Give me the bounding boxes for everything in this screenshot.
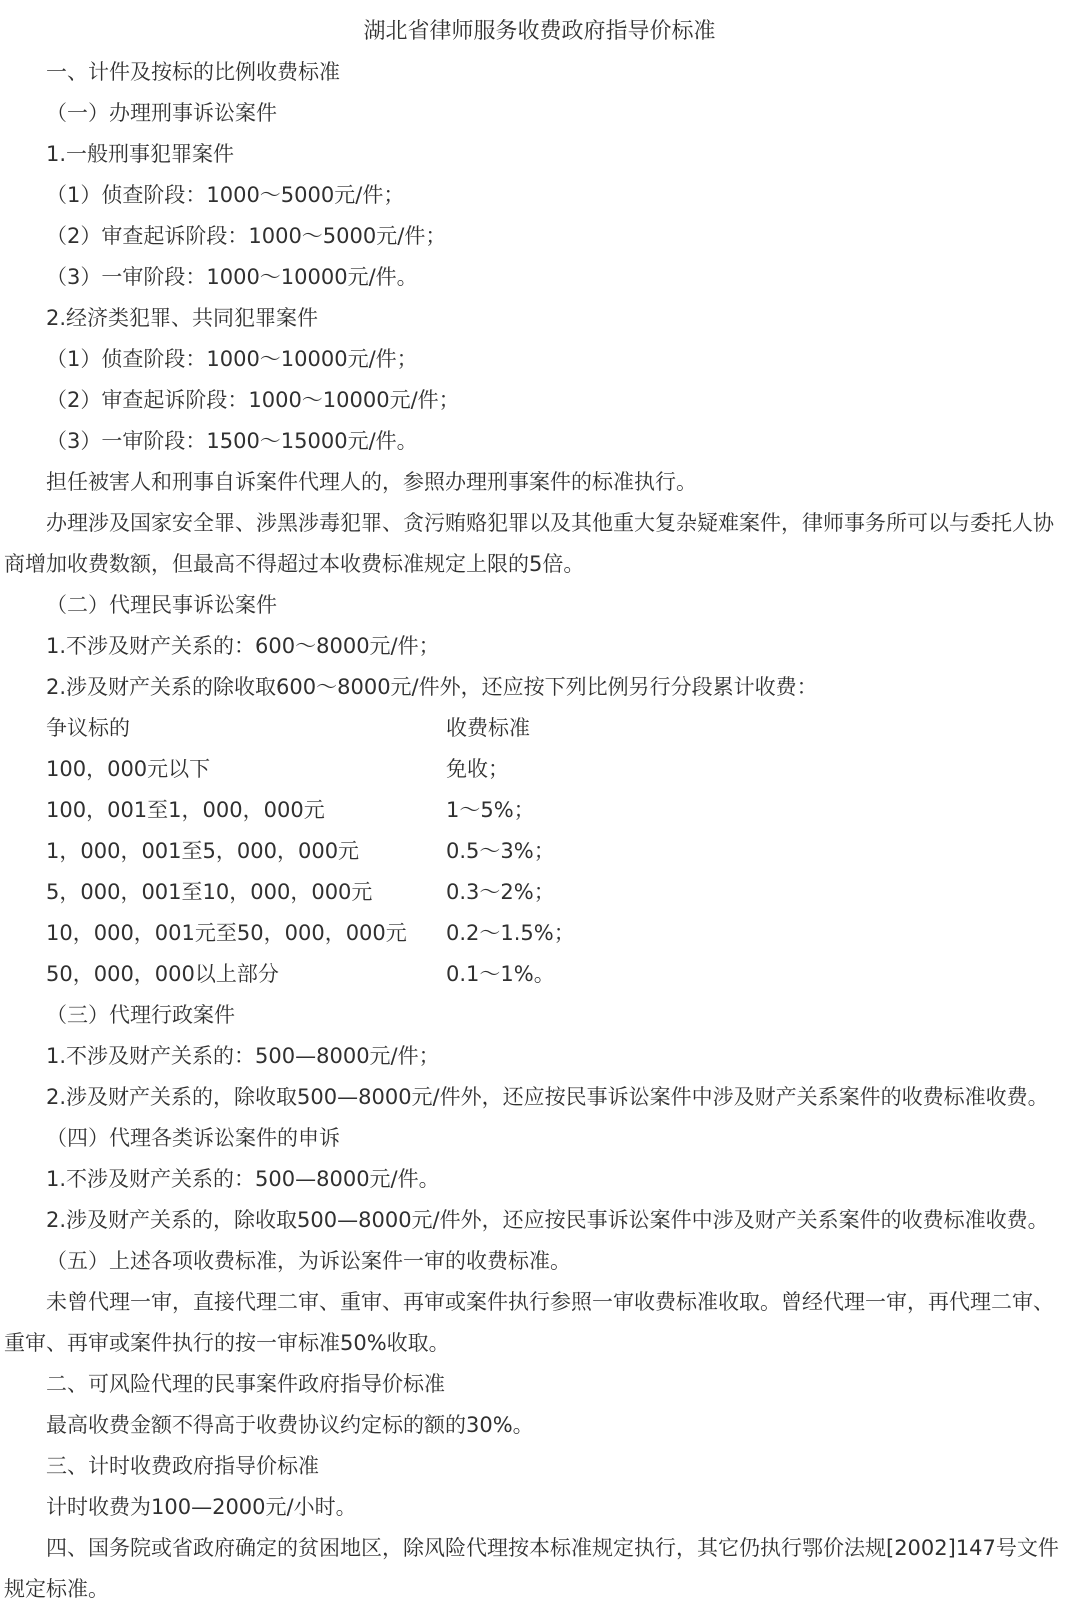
fee-table-row — [4, 749, 1075, 790]
fee-table-header-rate: 收费标准 — [446, 716, 530, 740]
fee-table-row — [4, 872, 1075, 913]
document-line: （五）上述各项收费标准，为诉讼案件一审的收费标准。 — [46, 1249, 571, 1273]
document-line: （1）侦查阶段：1000～5000元/件； — [46, 183, 405, 207]
document-line: 最高收费金额不得高于收费协议约定标的额的30%。 — [46, 1413, 534, 1437]
document-line: 办理涉及国家安全罪、涉黑涉毒犯罪、贪污贿赂犯罪以及其他重大复杂疑难案件，律师事务所可以与委托人协 — [46, 511, 1054, 535]
document-line: （二）代理民事诉讼案件 — [46, 593, 277, 617]
document-line: （2）审查起诉阶段：1000～10000元/件； — [46, 388, 460, 412]
fee-table-row — [4, 790, 1075, 831]
document-line: 二、可风险代理的民事案件政府指导价标准 — [46, 1372, 445, 1396]
document-line: 担任被害人和刑事自诉案件代理人的，参照办理刑事案件的标准执行。 — [46, 470, 697, 494]
fee-table-cell-rate: 0.1～1%。 — [446, 962, 555, 986]
document-line: （1）侦查阶段：1000～10000元/件； — [46, 347, 418, 371]
document-line: （3）一审阶段：1000～10000元/件。 — [46, 265, 418, 289]
document-line: （3）一审阶段：1500～15000元/件。 — [46, 429, 418, 453]
document-line-continuation: 规定标准。 — [4, 1577, 109, 1601]
document-line: 四、国务院或省政府确定的贫困地区，除风险代理按本标准规定执行，其它仍执行鄂价法规[2002]147号文件 — [46, 1536, 1059, 1560]
document-line: 三、计时收费政府指导价标准 — [46, 1454, 319, 1478]
fee-table-header-subject: 争议标的 — [46, 716, 130, 740]
document-line: （2）审查起诉阶段：1000～5000元/件； — [46, 224, 447, 248]
fee-table-cell-rate: 0.3～2%； — [446, 880, 555, 904]
fee-table — [4, 708, 1075, 995]
document-line: 2.经济类犯罪、共同犯罪案件 — [46, 306, 319, 330]
fee-table-row — [4, 831, 1075, 872]
fee-table-cell-subject: 10，000，001元至50，000，000元 — [46, 921, 407, 945]
document-line: （四）代理各类诉讼案件的申诉 — [46, 1126, 340, 1150]
document-line: 1.不涉及财产关系的：500—8000元/件。 — [46, 1167, 440, 1191]
document-line-continuation: 重审、再审或案件执行的按一审标准50%收取。 — [4, 1331, 450, 1355]
document-line: （一）办理刑事诉讼案件 — [46, 101, 277, 125]
fee-table-cell-rate: 免收； — [446, 757, 509, 781]
document-line: 2.涉及财产关系的，除收取500—8000元/件外，还应按民事诉讼案件中涉及财产关系案件的收费标准收费。 — [46, 1208, 1049, 1232]
fee-table-cell-rate: 0.5～3%； — [446, 839, 555, 863]
fee-table-cell-subject: 50，000，000以上部分 — [46, 962, 279, 986]
fee-table-cell-rate: 0.2～1.5%； — [446, 921, 575, 945]
document-line: 计时收费为100—2000元/小时。 — [46, 1495, 357, 1519]
fee-table-cell-subject: 5，000，001至10，000，000元 — [46, 880, 373, 904]
fee-table-header-row — [4, 708, 1075, 749]
fee-table-row — [4, 954, 1075, 995]
fee-table-cell-subject: 1，000，001至5，000，000元 — [46, 839, 360, 863]
document-line: 1.不涉及财产关系的：600～8000元/件； — [46, 634, 440, 658]
document-line: （三）代理行政案件 — [46, 1003, 235, 1027]
document-line: 一、计件及按标的比例收费标准 — [46, 60, 340, 84]
fee-table-row — [4, 913, 1075, 954]
document-line: 未曾代理一审，直接代理二审、重审、再审或案件执行参照一审收费标准收取。曾经代理一审，再代理二审、 — [46, 1290, 1054, 1314]
document-body — [4, 52, 1075, 1610]
fee-table-cell-subject: 100，001至1，000，000元 — [46, 798, 325, 822]
document-line: 2.涉及财产关系的，除收取500—8000元/件外，还应按民事诉讼案件中涉及财产关系案件的收费标准收费。 — [46, 1085, 1049, 1109]
document-line-continuation: 商增加收费数额，但最高不得超过本收费标准规定上限的5倍。 — [4, 552, 585, 576]
fee-table-cell-subject: 100，000元以下 — [46, 757, 211, 781]
document-line: 2.涉及财产关系的除收取600～8000元/件外，还应按下列比例另行分段累计收费： — [46, 675, 818, 699]
document-line: 1.一般刑事犯罪案件 — [46, 142, 235, 166]
fee-table-cell-rate: 1～5%； — [446, 798, 535, 822]
document-line: 1.不涉及财产关系的：500—8000元/件； — [46, 1044, 440, 1068]
document-title: 湖北省律师服务收费政府指导价标准 — [363, 19, 716, 44]
